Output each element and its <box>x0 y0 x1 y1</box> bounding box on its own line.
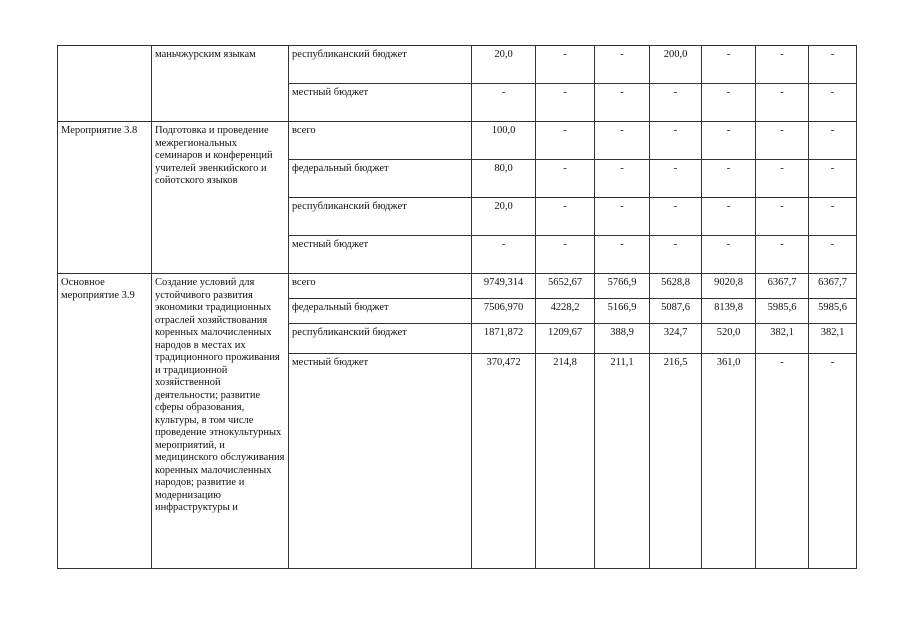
value-cell: 216,5 <box>650 354 702 569</box>
value-cell: - <box>702 236 756 274</box>
value-cell: - <box>756 198 809 236</box>
funding-source-cell: всего <box>289 274 472 299</box>
value-cell: 370,472 <box>472 354 536 569</box>
value-cell: - <box>536 160 595 198</box>
value-cell: 5166,9 <box>595 299 650 324</box>
value-cell: - <box>650 160 702 198</box>
value-cell: 9749,314 <box>472 274 536 299</box>
value-cell: 5087,6 <box>650 299 702 324</box>
table-row <box>58 274 857 299</box>
value-cell: 7506,970 <box>472 299 536 324</box>
value-cell: 8139,8 <box>702 299 756 324</box>
value-cell: - <box>536 84 595 122</box>
funding-source-cell: местный бюджет <box>289 354 472 569</box>
value-cell: - <box>809 122 857 160</box>
value-cell: - <box>536 122 595 160</box>
table-row <box>58 122 857 160</box>
value-cell: 200,0 <box>650 46 702 84</box>
value-cell: - <box>809 84 857 122</box>
funding-source-cell: местный бюджет <box>289 84 472 122</box>
measure-number-cell: Мероприятие 3.8 <box>58 122 152 274</box>
value-cell: - <box>536 46 595 84</box>
measure-number-cell: Основное мероприятие 3.9 <box>58 274 152 569</box>
value-cell: - <box>650 84 702 122</box>
value-cell: - <box>756 122 809 160</box>
funding-source-cell: всего <box>289 122 472 160</box>
value-cell: 211,1 <box>595 354 650 569</box>
funding-source-cell: местный бюджет <box>289 236 472 274</box>
funding-source-cell: республиканский бюджет <box>289 46 472 84</box>
value-cell: 6367,7 <box>809 274 857 299</box>
value-cell: - <box>595 46 650 84</box>
value-cell: 5628,8 <box>650 274 702 299</box>
value-cell: 5985,6 <box>809 299 857 324</box>
value-cell: - <box>702 160 756 198</box>
value-cell: - <box>595 122 650 160</box>
value-cell: - <box>756 160 809 198</box>
funding-source-cell: федеральный бюджет <box>289 160 472 198</box>
value-cell: 5766,9 <box>595 274 650 299</box>
measure-name-cell: Подготовка и проведение межрегиональных семинаров и конференций учителей эвенкийского и сойотского языков <box>152 122 289 274</box>
value-cell: - <box>595 84 650 122</box>
funding-source-cell: республиканский бюджет <box>289 324 472 354</box>
value-cell: 6367,7 <box>756 274 809 299</box>
value-cell: - <box>809 160 857 198</box>
value-cell: - <box>595 160 650 198</box>
value-cell: 4228,2 <box>536 299 595 324</box>
value-cell: - <box>756 84 809 122</box>
budget-table <box>57 45 857 569</box>
value-cell: 324,7 <box>650 324 702 354</box>
measure-name-cell: Создание условий для устойчивого развития экономики традиционных отраслей хозяйствования коренных малочисленных народов в местах их традиционного проживания и традиционной хозяйственной деятельности; развитие сферы образования, культуры, в том числе проведение этнокультурных мероприятий, и медицинского обслуживания коренных малочисленных народов; развитие и модернизацию инфраструктуры и <box>152 274 289 569</box>
value-cell: - <box>536 198 595 236</box>
value-cell: - <box>809 46 857 84</box>
value-cell: - <box>809 198 857 236</box>
value-cell: 520,0 <box>702 324 756 354</box>
value-cell: - <box>702 84 756 122</box>
value-cell: 20,0 <box>472 46 536 84</box>
value-cell: - <box>702 46 756 84</box>
value-cell: - <box>650 236 702 274</box>
value-cell: - <box>702 122 756 160</box>
value-cell: 1209,67 <box>536 324 595 354</box>
value-cell: 382,1 <box>809 324 857 354</box>
value-cell: - <box>595 198 650 236</box>
value-cell: 5985,6 <box>756 299 809 324</box>
table-row <box>58 46 857 84</box>
value-cell: 1871,872 <box>472 324 536 354</box>
funding-source-cell: республиканский бюджет <box>289 198 472 236</box>
measure-number-cell <box>58 46 152 122</box>
value-cell: - <box>756 236 809 274</box>
value-cell: - <box>472 84 536 122</box>
value-cell: - <box>809 236 857 274</box>
value-cell: 361,0 <box>702 354 756 569</box>
value-cell: - <box>472 236 536 274</box>
value-cell: 20,0 <box>472 198 536 236</box>
value-cell: 100,0 <box>472 122 536 160</box>
value-cell: - <box>756 354 809 569</box>
value-cell: - <box>809 354 857 569</box>
value-cell: 5652,67 <box>536 274 595 299</box>
value-cell: - <box>650 198 702 236</box>
value-cell: - <box>536 236 595 274</box>
value-cell: - <box>595 236 650 274</box>
value-cell: 80,0 <box>472 160 536 198</box>
value-cell: 388,9 <box>595 324 650 354</box>
value-cell: 382,1 <box>756 324 809 354</box>
funding-source-cell: федеральный бюджет <box>289 299 472 324</box>
value-cell: 214,8 <box>536 354 595 569</box>
value-cell: 9020,8 <box>702 274 756 299</box>
value-cell: - <box>650 122 702 160</box>
measure-name-cell: маньчжурским языкам <box>152 46 289 122</box>
value-cell: - <box>756 46 809 84</box>
value-cell: - <box>702 198 756 236</box>
